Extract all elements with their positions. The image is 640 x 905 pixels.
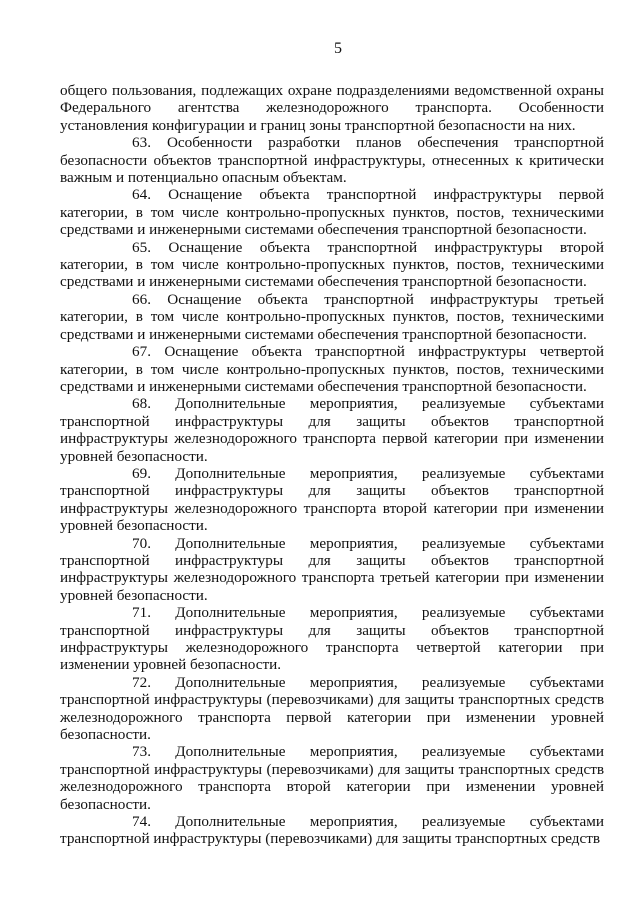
item-number: 63. [132, 134, 151, 152]
item-number: 72. [132, 673, 151, 691]
item-number: 73. [132, 743, 151, 761]
item-text: Оснащение объекта транспортной инфраструктуры четвертой категории, в том числе контрольно-пропускных пунктов, постов, техническими средствами и инженерными системами обеспечения транспортной безопасности. [60, 343, 604, 395]
item-number: 64. [132, 186, 151, 204]
item-text: Дополнительные мероприятия, реализуемые субъектами транспортной инфраструктуры для защиты объектов транспортной инфраструктуры железнодорожного транспорта четвертой категории при изменении уровней безопасности. [60, 604, 604, 674]
list-item [60, 239, 604, 291]
list-item [60, 743, 604, 813]
item-number: 74. [132, 813, 151, 831]
item-number: 69. [132, 464, 151, 482]
list-item [60, 813, 604, 848]
numbered-list [60, 134, 604, 848]
list-item [60, 343, 604, 395]
item-text: Дополнительные мероприятия, реализуемые субъектами транспортной инфраструктуры для защиты объектов транспортной инфраструктуры железнодорожного транспорта третьей категории при изменении уровней безопасности. [60, 534, 604, 604]
item-number: 68. [132, 395, 151, 413]
item-text: Дополнительные мероприятия, реализуемые субъектами транспортной инфраструктуры (перевозчиками) для защиты транспортных средств железнодорожного транспорта первой категории при изменении уровней безопасности. [60, 673, 604, 744]
item-number: 71. [132, 604, 151, 622]
list-item [60, 134, 604, 186]
list-item [60, 395, 604, 465]
item-number: 67. [132, 343, 151, 361]
list-item [60, 465, 604, 535]
item-text: Дополнительные мероприятия, реализуемые субъектами транспортной инфраструктуры (перевозчиками) для защиты транспортных средств [60, 813, 604, 848]
list-item [60, 186, 604, 238]
item-number: 66. [132, 290, 151, 308]
page-number: 5 [334, 40, 342, 57]
lead-paragraph: общего пользования, подлежащих охране подразделениями ведомственной охраны Федерального агентства железнодорожного транспорта. Особенности установления конфигурации и границ зоны транспортной безопасности на них. [60, 82, 604, 134]
list-item [60, 674, 604, 744]
item-text: Оснащение объекта транспортной инфраструктуры первой категории, в том числе контрольно-пропускных пунктов, постов, техническими средствами и инженерными системами обеспечения транспортной безопасности. [60, 186, 604, 239]
item-text: Дополнительные мероприятия, реализуемые субъектами транспортной инфраструктуры для защиты объектов транспортной инфраструктуры железнодорожного транспорта второй категории при изменении уровней безопасности. [60, 464, 604, 535]
item-text: Дополнительные мероприятия, реализуемые субъектами транспортной инфраструктуры (перевозчиками) для защиты транспортных средств железнодорожного транспорта второй категории при изменении уровней безопасности. [60, 743, 604, 813]
list-item [60, 291, 604, 343]
item-number: 70. [132, 534, 151, 552]
item-text: Оснащение объекта транспортной инфраструктуры третьей категории, в том числе контрольно-пропускных пунктов, постов, техническими средствами и инженерными системами обеспечения транспортной безопасности. [60, 290, 605, 343]
list-item [60, 604, 604, 674]
list-item [60, 535, 604, 605]
item-number: 65. [132, 238, 151, 256]
item-text: Дополнительные мероприятия, реализуемые субъектами транспортной инфраструктуры для защиты объектов транспортной инфраструктуры железнодорожного транспорта первой категории при изменении уровней безопасности. [60, 395, 604, 465]
item-text: Оснащение объекта транспортной инфраструктуры второй категории, в том числе контрольно-пропускных пунктов, постов, техническими средствами и инженерными системами обеспечения транспортной безопасности. [60, 238, 605, 291]
item-text: Особенности разработки планов обеспечения транспортной безопасности объектов транспортной инфраструктуры, отнесенных к критически важным и потенциально опасным объектам. [60, 134, 605, 187]
